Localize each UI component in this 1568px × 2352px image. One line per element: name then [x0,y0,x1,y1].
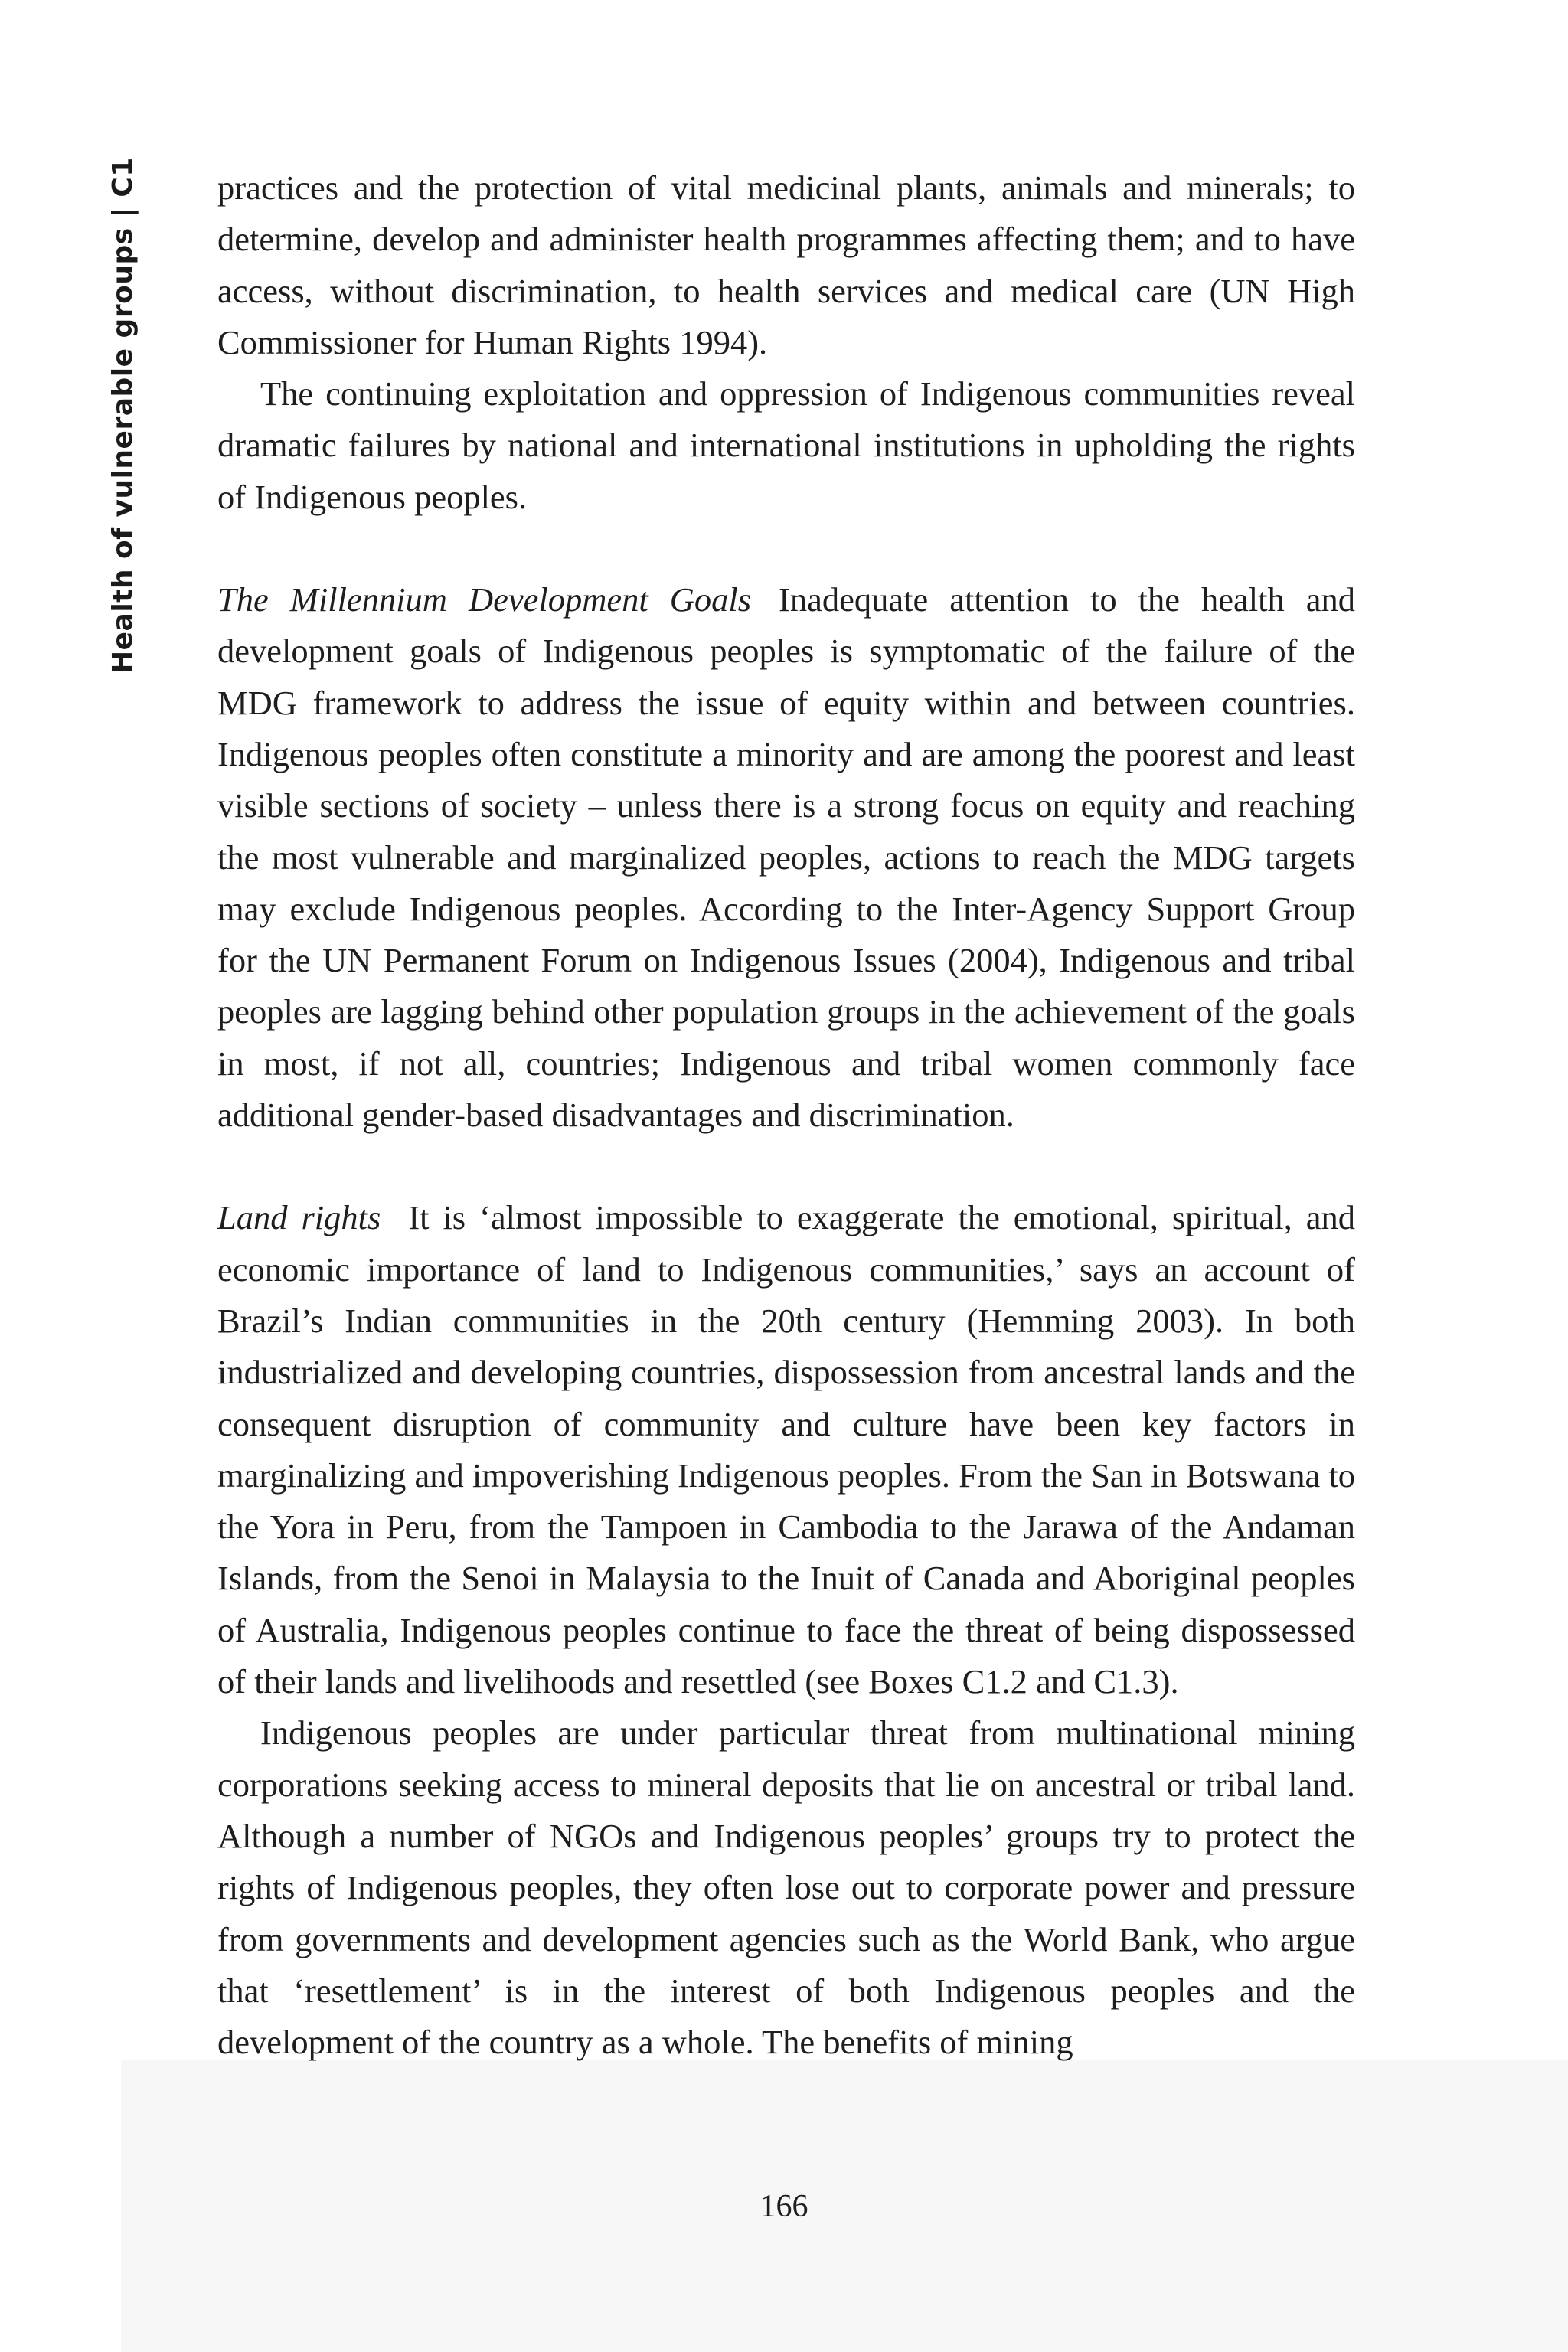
paragraph [217,1707,1355,2068]
section-paragraph [217,574,1355,1141]
running-head: Health of vulnerable groups | C1 [107,157,139,674]
paragraph-text: Inadequate attention to the health and development goals of Indigenous peoples is symptomatic of the failure of the MDG framework to address the issue of equity within and between countries. Indigenous peoples often constitute a minority and are among the poorest and least visible sections of society – unless there is a strong focus on equity and reaching the most vulnerable and marginalized peoples, actions to reach the MDG targets may exclude Indigenous peoples. According to the Inter-Agency Support Group for the UN Permanent Forum on Indigenous Issues (2004), Indigenous and tribal peoples are lagging behind other population groups in the achievement of the goals in most, if not all, countries; Indigenous and tribal women commonly face additional gender-based disadvantages and discrimination. [217,580,1355,1135]
body-text [217,162,1355,2068]
section-heading: The Millennium Development Goals [217,580,752,619]
paragraph-text: Indigenous peoples are under particular threat from multinational mining corporations seeking access to mineral deposits that lie on ancestral or tribal land. Although a number of NGOs and Indigenous peoples’ groups try to protect the rights of Indigenous peoples, they often lose out to corporate power and pressure from governments and development agencies such as the World Bank, who argue that ‘resettlement’ is in the interest of both Indigenous peoples and the development of the country as a whole. The benefits of mining [217,1713,1355,2062]
paragraph-text: It is ‘almost impossible to exaggerate the emotional, spiritual, and economic importance of land to Indigenous communities,’ says an account of Brazil’s Indian communities in the 20th century (Hemming 2003). In both industrialized and developing countries, dispossession from ancestral lands and the consequent disruption of community and culture have been key factors in marginalizing and impoverishing Indigenous peoples. From the San in Botswana to the Yora in Peru, from the Tampoen in Cambodia to the Jarawa of the Andaman Islands, from the Senoi in Malaysia to the Inuit of Canada and Aboriginal peoples of Australia, Indigenous peoples continue to face the threat of being dispossessed of their lands and livelihoods and resettled (see Boxes C1.2 and C1.3). [217,1198,1356,1701]
paragraph-text: practices and the protection of vital medicinal plants, animals and minerals; to determine, develop and administer health programmes affecting them; and to have access, without discrimination, to health services and medical care (UN High Commissioner for Human Rights 1994). [217,168,1355,361]
paragraph-text: The continuing exploitation and oppression of Indigenous communities reveal dramatic failures by national and international institutions in upholding the rights of Indigenous peoples. [217,374,1355,516]
paragraph [217,162,1355,368]
section-heading: Land rights [217,1198,381,1237]
section-paragraph [217,1192,1355,1707]
page-number: 166 [760,2189,808,2224]
paragraph [217,368,1355,523]
